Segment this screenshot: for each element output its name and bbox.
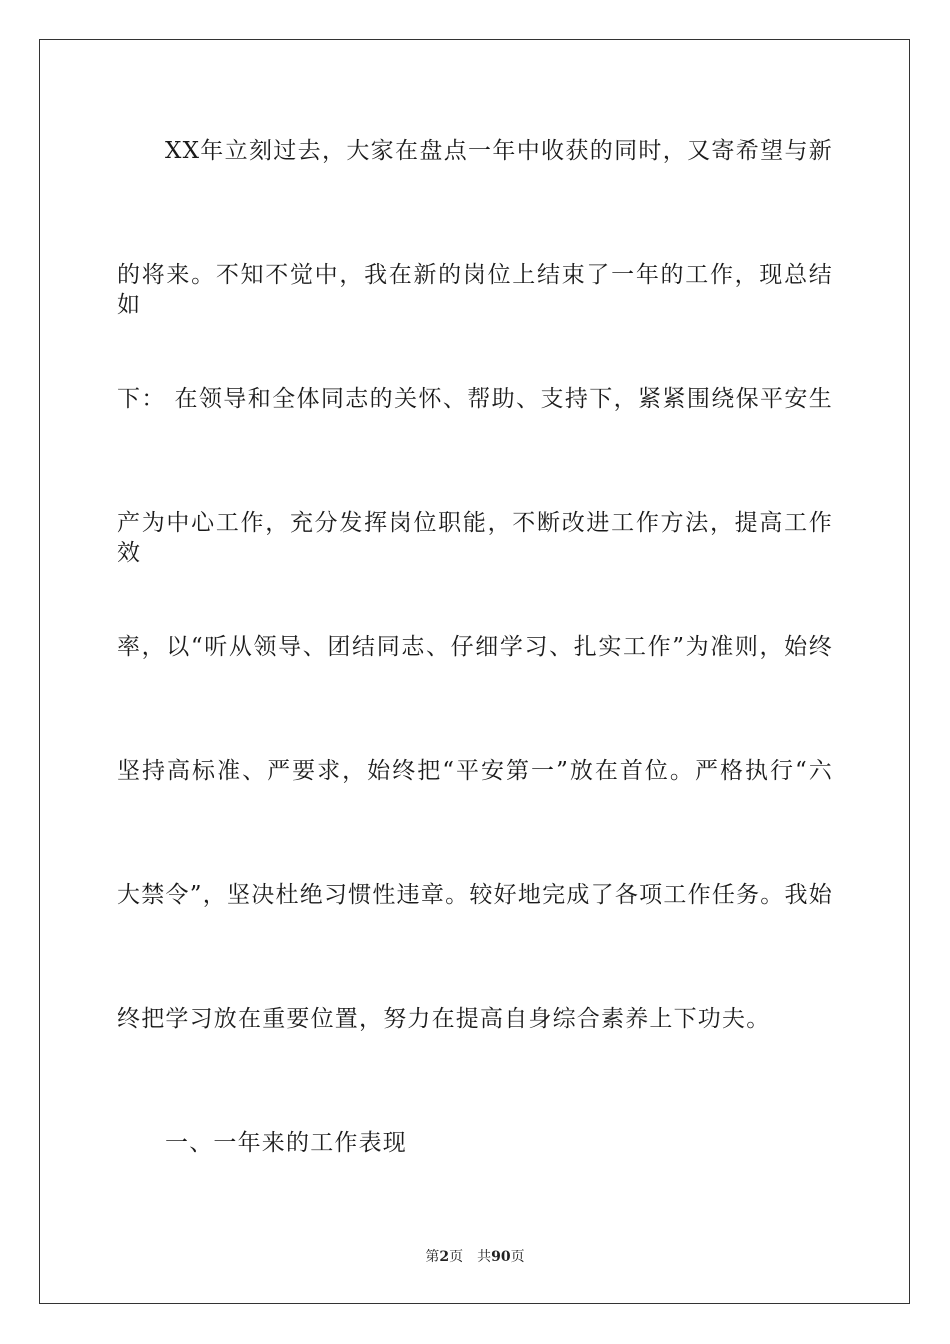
body-line-6: 坚持高标准、严要求，始终把“平安第一”放在首位。严格执行“六 xyxy=(117,758,833,784)
section-heading: 一、一年来的工作表现 xyxy=(165,1130,407,1156)
body-line-7: 大禁令”，坚决杜绝习惯性违章。较好地完成了各项工作任务。我始 xyxy=(117,882,833,908)
footer-total-suffix: 页 xyxy=(510,1249,525,1265)
body-line-4: 产为中心工作，充分发挥岗位职能，不断改进工作方法，提高工作效 xyxy=(117,510,833,566)
footer-page-number: 2 xyxy=(439,1249,450,1265)
footer-total-pages: 90 xyxy=(491,1249,511,1265)
body-line-2: 的将来。不知不觉中，我在新的岗位上结束了一年的工作，现总结如 xyxy=(117,262,833,318)
body-line-3: 下： 在领导和全体同志的关怀、帮助、支持下，紧紧围绕保平安生 xyxy=(117,386,833,412)
page-border xyxy=(39,39,910,1304)
body-line-5: 率，以“听从领导、团结同志、仔细学习、扎实工作”为准则，始终 xyxy=(117,634,833,660)
footer-page-prefix: 第 xyxy=(425,1249,440,1265)
body-line-8: 终把学习放在重要位置，努力在提高自身综合素养上下功夫。 xyxy=(117,1006,771,1032)
body-line-1: XX年立刻过去，大家在盘点一年中收获的同时，又寄希望与新 xyxy=(165,138,833,164)
footer-total-prefix: 共 xyxy=(477,1249,492,1265)
page-footer xyxy=(0,1248,950,1266)
footer-page-suffix: 页 xyxy=(449,1249,464,1265)
